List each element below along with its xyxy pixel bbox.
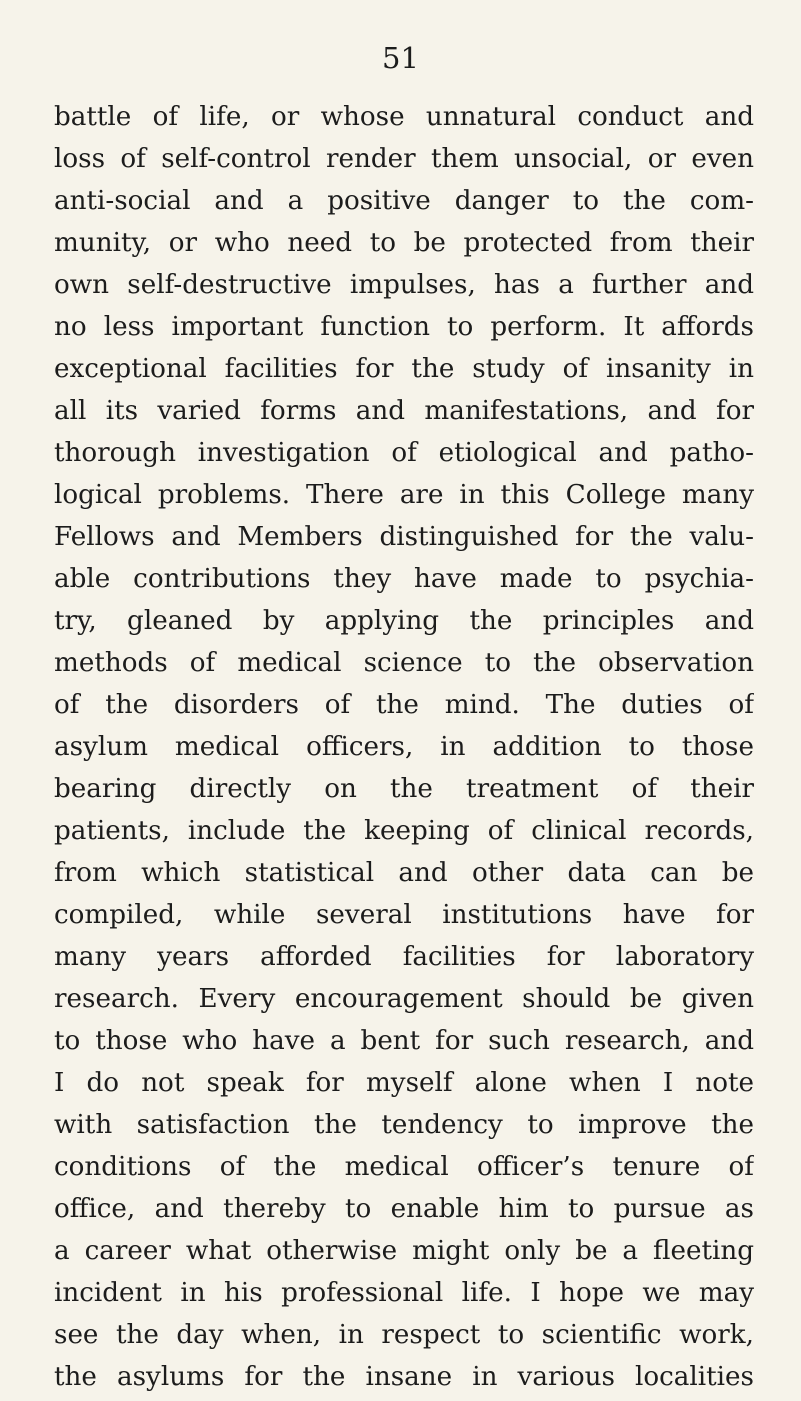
text-line: incident in his professional life. I hope we may (54, 1278, 754, 1308)
text-line: thorough investigation of etiological and patho- (54, 438, 754, 468)
text-line: patients, include the keeping of clinical records, (54, 816, 754, 846)
text-line: of the disorders of the mind. The duties of (54, 690, 754, 720)
text-line: from which statistical and other data can be (54, 858, 754, 888)
text-line: try, gleaned by applying the principles and (54, 606, 754, 636)
text-line: to those who have a bent for such research, and (54, 1026, 754, 1056)
text-line: exceptional facilities for the study of insanity in (54, 354, 754, 384)
text-line: compiled, while several institutions have for (54, 900, 754, 930)
text-line: with satisfaction the tendency to improve the (54, 1110, 754, 1140)
body-text (54, 96, 754, 1398)
text-line: no less important function to perform. It affords (54, 312, 754, 342)
text-line: asylum medical officers, in addition to those (54, 732, 754, 762)
text-line: able contributions they have made to psychia- (54, 564, 754, 594)
text-line: I do not speak for myself alone when I note (54, 1068, 754, 1098)
text-line: logical problems. There are in this College many (54, 480, 754, 510)
page-number: 51 (382, 41, 419, 75)
text-line: anti-social and a positive danger to the com- (54, 186, 754, 216)
text-line: loss of self-control render them unsocial, or even (54, 144, 754, 174)
text-line: all its varied forms and manifestations, and for (54, 396, 754, 426)
text-line: munity, or who need to be protected from their (54, 228, 754, 258)
text-line: battle of life, or whose unnatural conduct and (54, 102, 754, 132)
text-line: office, and thereby to enable him to pursue as (54, 1194, 754, 1224)
text-line: many years afforded facilities for laboratory (54, 942, 754, 972)
text-line: a career what otherwise might only be a fleeting (54, 1236, 754, 1266)
text-line: conditions of the medical officer’s tenure of (54, 1152, 754, 1182)
text-line: Fellows and Members distinguished for the valu- (54, 522, 754, 552)
text-line: see the day when, in respect to scientific work, (54, 1320, 754, 1350)
text-line: research. Every encouragement should be given (54, 984, 754, 1014)
text-line: methods of medical science to the observation (54, 648, 754, 678)
text-line: the asylums for the insane in various localities (54, 1362, 754, 1392)
text-line: own self-destructive impulses, has a further and (54, 270, 754, 300)
text-line: bearing directly on the treatment of their (54, 774, 754, 804)
